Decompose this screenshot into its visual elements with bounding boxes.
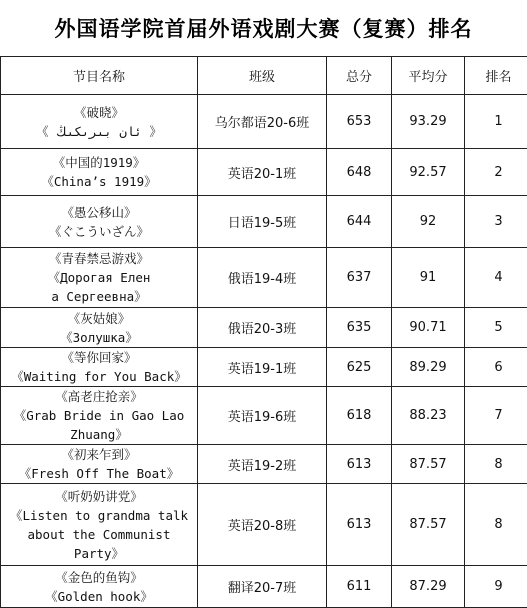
rank-cell: 8 xyxy=(465,445,527,484)
program-title-foreign-cont: about the Communist xyxy=(1,525,197,544)
program-name-cell xyxy=(1,387,198,445)
program-name-cell xyxy=(1,149,198,196)
total-cell: 637 xyxy=(327,248,392,308)
class-cell: 英语19-6班 xyxy=(198,387,327,445)
table-row xyxy=(1,445,527,484)
class-cell: 英语20-1班 xyxy=(198,149,327,196)
program-title-foreign: 《ぐこういざん》 xyxy=(1,222,197,241)
class-cell: 英语19-2班 xyxy=(198,445,327,484)
average-cell: 90.71 xyxy=(392,308,465,348)
average-cell: 91 xyxy=(392,248,465,308)
program-name-cell xyxy=(1,445,198,484)
average-cell: 92 xyxy=(392,196,465,248)
average-cell: 87.57 xyxy=(392,445,465,484)
average-cell: 93.29 xyxy=(392,95,465,149)
program-name-cell xyxy=(1,566,198,608)
program-title-foreign: 《Listen to grandma talk xyxy=(1,506,197,525)
total-cell: 625 xyxy=(327,348,392,387)
table-row xyxy=(1,308,527,348)
program-title-chinese: 《高老庄抢亲》 xyxy=(1,387,197,406)
table-row xyxy=(1,248,527,308)
program-name-cell xyxy=(1,308,198,348)
program-title-foreign: 《China’s 1919》 xyxy=(1,172,197,191)
program-title-foreign: 《Fresh Off The Boat》 xyxy=(1,464,197,483)
table-row xyxy=(1,387,527,445)
average-cell: 87.29 xyxy=(392,566,465,608)
total-cell: 644 xyxy=(327,196,392,248)
class-cell: 英语20-8班 xyxy=(198,484,327,566)
program-title-foreign: 《 ئان بىرىكىڭ 》 xyxy=(1,122,197,141)
program-title-foreign: 《Waiting for You Back》 xyxy=(1,367,197,386)
rank-cell: 2 xyxy=(465,149,527,196)
table-row xyxy=(1,196,527,248)
header-total: 总分 xyxy=(327,57,392,95)
rank-cell: 3 xyxy=(465,196,527,248)
program-title-chinese: 《青春禁忌游戏》 xyxy=(1,249,197,268)
average-cell: 92.57 xyxy=(392,149,465,196)
total-cell: 618 xyxy=(327,387,392,445)
program-title-chinese: 《灰姑娘》 xyxy=(1,309,197,328)
program-name-cell xyxy=(1,348,198,387)
average-cell: 89.29 xyxy=(392,348,465,387)
rank-cell: 6 xyxy=(465,348,527,387)
rank-cell: 9 xyxy=(465,566,527,608)
table-row xyxy=(1,348,527,387)
table-header-row xyxy=(1,57,527,95)
program-name-cell xyxy=(1,484,198,566)
ranking-table xyxy=(0,56,527,608)
page-title: 外国语学院首届外语戏剧大赛（复赛）排名 xyxy=(0,0,527,56)
header-program-name: 节目名称 xyxy=(1,57,198,95)
total-cell: 653 xyxy=(327,95,392,149)
program-title-foreign-cont: Party》 xyxy=(1,544,197,563)
program-title-foreign: 《Golden hook》 xyxy=(1,587,197,606)
program-title-foreign-cont: Zhuang》 xyxy=(1,425,197,444)
table-row xyxy=(1,95,527,149)
program-title-chinese: 《破晓》 xyxy=(1,103,197,122)
program-title-foreign: 《Grab Bride in Gao Lao xyxy=(1,406,197,425)
rank-cell: 5 xyxy=(465,308,527,348)
class-cell: 翻译20-7班 xyxy=(198,566,327,608)
total-cell: 648 xyxy=(327,149,392,196)
total-cell: 611 xyxy=(327,566,392,608)
header-class: 班级 xyxy=(198,57,327,95)
program-name-cell xyxy=(1,95,198,149)
program-title-chinese: 《愚公移山》 xyxy=(1,203,197,222)
class-cell: 俄语19-4班 xyxy=(198,248,327,308)
program-name-cell xyxy=(1,248,198,308)
program-title-foreign-cont: а Сергеевна》 xyxy=(1,287,197,306)
class-cell: 乌尔都语20-6班 xyxy=(198,95,327,149)
header-average: 平均分 xyxy=(392,57,465,95)
average-cell: 88.23 xyxy=(392,387,465,445)
program-title-chinese: 《等你回家》 xyxy=(1,348,197,367)
rank-cell: 4 xyxy=(465,248,527,308)
program-name-cell xyxy=(1,196,198,248)
table-row xyxy=(1,484,527,566)
program-title-chinese: 《金色的鱼钩》 xyxy=(1,568,197,587)
rank-cell: 7 xyxy=(465,387,527,445)
total-cell: 613 xyxy=(327,445,392,484)
class-cell: 英语19-1班 xyxy=(198,348,327,387)
total-cell: 613 xyxy=(327,484,392,566)
total-cell: 635 xyxy=(327,308,392,348)
rank-cell: 8 xyxy=(465,484,527,566)
table-row xyxy=(1,566,527,608)
class-cell: 日语19-5班 xyxy=(198,196,327,248)
class-cell: 俄语20-3班 xyxy=(198,308,327,348)
program-title-chinese: 《听奶奶讲党》 xyxy=(1,487,197,506)
table-row xyxy=(1,149,527,196)
program-title-foreign: 《Дорогая Елен xyxy=(1,268,197,287)
rank-cell: 1 xyxy=(465,95,527,149)
header-rank: 排名 xyxy=(465,57,527,95)
average-cell: 87.57 xyxy=(392,484,465,566)
program-title-chinese: 《初来乍到》 xyxy=(1,445,197,464)
program-title-chinese: 《中国的1919》 xyxy=(1,153,197,172)
program-title-foreign: 《Золушка》 xyxy=(1,328,197,347)
